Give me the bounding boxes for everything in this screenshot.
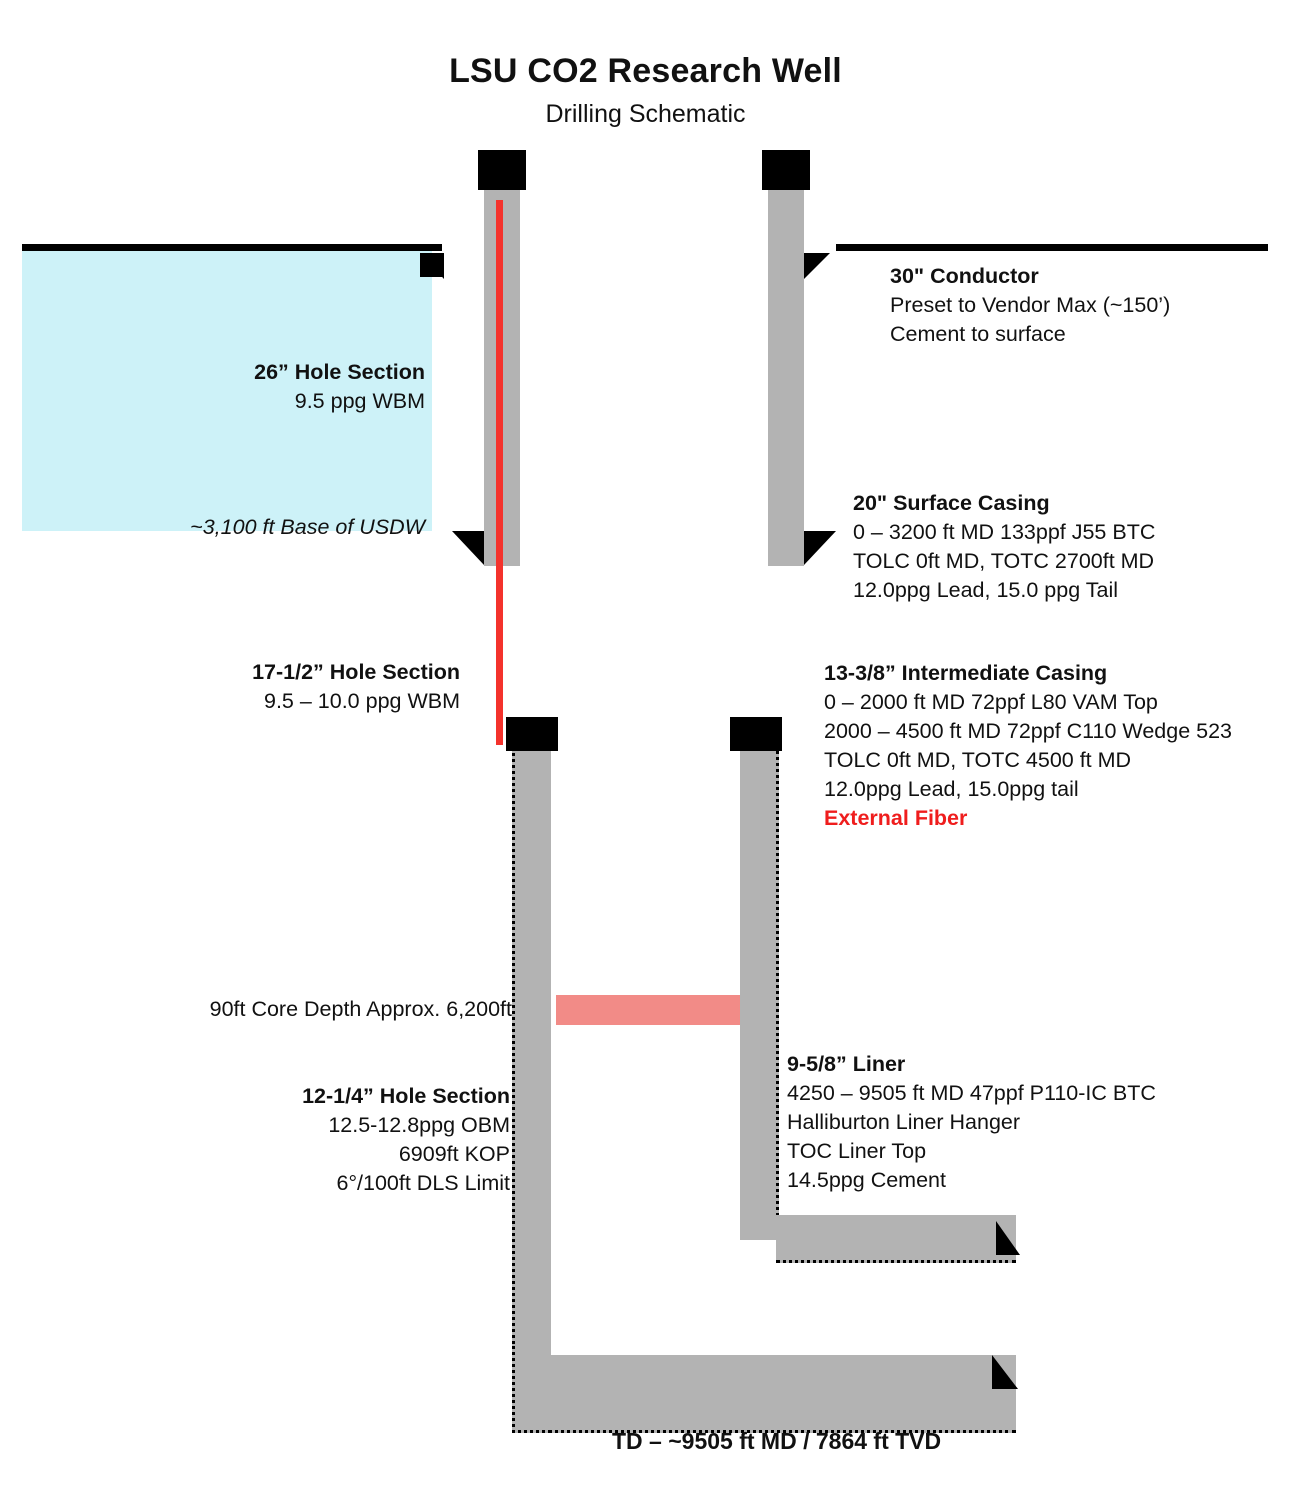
- label-9-625in-liner-title: 9-5/8” Liner: [787, 1052, 906, 1076]
- label-13-375in-line3: TOLC 0ft MD, TOTC 4500 ft MD: [824, 748, 1132, 772]
- label-26in-hole: [60, 358, 425, 416]
- label-30in-conductor-line2: Cement to surface: [890, 322, 1066, 346]
- label-9-625in-liner-line1: 4250 – 9505 ft MD 47ppf P110-IC BTC: [787, 1081, 1156, 1105]
- label-20in-surface-casing-line2: TOLC 0ft MD, TOTC 2700ft MD: [853, 549, 1155, 573]
- label-30in-conductor: [890, 262, 1170, 349]
- label-13-375in-line4: 12.0ppg Lead, 15.0ppg tail: [824, 777, 1079, 801]
- right-conductor-shoe-icon: [804, 253, 830, 279]
- label-13-375in-title: 13-3/8” Intermediate Casing: [824, 661, 1108, 685]
- label-9-625in-liner: [787, 1050, 1156, 1195]
- label-17-5in-hole-line1: 9.5 – 10.0 ppg WBM: [264, 689, 460, 713]
- right-surface-shoe-icon: [804, 531, 836, 565]
- label-13-375in-line2: 2000 – 4500 ft MD 72ppf C110 Wedge 523: [824, 719, 1232, 743]
- left-intermediate-shoe-icon: [506, 717, 536, 751]
- liner-shoe-icon: [996, 1221, 1020, 1255]
- left-wellhead-cap: [478, 150, 526, 190]
- label-26in-hole-line1: 9.5 ppg WBM: [294, 389, 425, 413]
- label-20in-surface-casing: [853, 489, 1155, 605]
- label-26in-hole-title: 26” Hole Section: [254, 360, 425, 384]
- right-casing-26in: [768, 186, 804, 566]
- right-casing-13-375in: [740, 746, 779, 1240]
- label-total-depth: TD – ~9505 ft MD / 7864 ft TVD: [612, 1428, 942, 1454]
- label-20in-surface-casing-line1: 0 – 3200 ft MD 133ppf J55 BTC: [853, 520, 1156, 544]
- label-12-25in-hole-line2: 6909ft KOP: [398, 1142, 510, 1166]
- left-conductor-shoe-icon: [420, 253, 444, 279]
- label-9-625in-liner-line4: 14.5ppg Cement: [787, 1168, 946, 1192]
- page-title: LSU CO2 Research Well: [449, 52, 842, 90]
- label-12-25in-hole-line3: 6°/100ft DLS Limit: [336, 1171, 510, 1195]
- page-subtitle: Drilling Schematic: [545, 100, 746, 128]
- label-20in-surface-casing-title: 20" Surface Casing: [853, 491, 1050, 515]
- td-shoe-icon: [992, 1355, 1018, 1389]
- label-17-5in-hole-title: 17-1/2” Hole Section: [252, 660, 460, 684]
- left-surface-shoe-icon: [452, 531, 484, 565]
- core-interval-band: [556, 995, 740, 1025]
- label-30in-conductor-title: 30" Conductor: [890, 264, 1039, 288]
- label-12-25in-hole: [60, 1082, 510, 1198]
- left-lower-elbow: [512, 1346, 551, 1433]
- label-13-375in-intermediate-casing: [824, 659, 1232, 833]
- ground-line-left: [22, 244, 442, 251]
- label-30in-conductor-line1: Preset to Vendor Max (~150’): [890, 293, 1171, 317]
- label-20in-surface-casing-line3: 12.0ppg Lead, 15.0 ppg Tail: [853, 578, 1119, 602]
- ground-line-right: [836, 244, 1268, 251]
- label-12-25in-hole-title: 12-1/4” Hole Section: [302, 1084, 510, 1108]
- right-wellhead-cap: [762, 150, 810, 190]
- label-9-625in-liner-line3: TOC Liner Top: [787, 1139, 927, 1163]
- label-17-5in-hole: [60, 658, 460, 716]
- fiber-line-left: [496, 200, 503, 745]
- label-9-625in-liner-line2: Halliburton Liner Hanger: [787, 1110, 1021, 1134]
- left-casing-13-375in: [512, 746, 551, 1376]
- liner-horizontal: [776, 1215, 1016, 1263]
- right-intermediate-shoe-icon: [752, 717, 782, 751]
- label-core-depth: 90ft Core Depth Approx. 6,200ft: [209, 997, 512, 1021]
- open-hole-horizontal: [548, 1355, 1016, 1433]
- label-12-25in-hole-line1: 12.5-12.8ppg OBM: [328, 1113, 510, 1137]
- label-external-fiber: External Fiber: [824, 806, 968, 830]
- label-usdw-base: ~3,100 ft Base of USDW: [190, 515, 425, 539]
- label-13-375in-line1: 0 – 2000 ft MD 72ppf L80 VAM Top: [824, 690, 1158, 714]
